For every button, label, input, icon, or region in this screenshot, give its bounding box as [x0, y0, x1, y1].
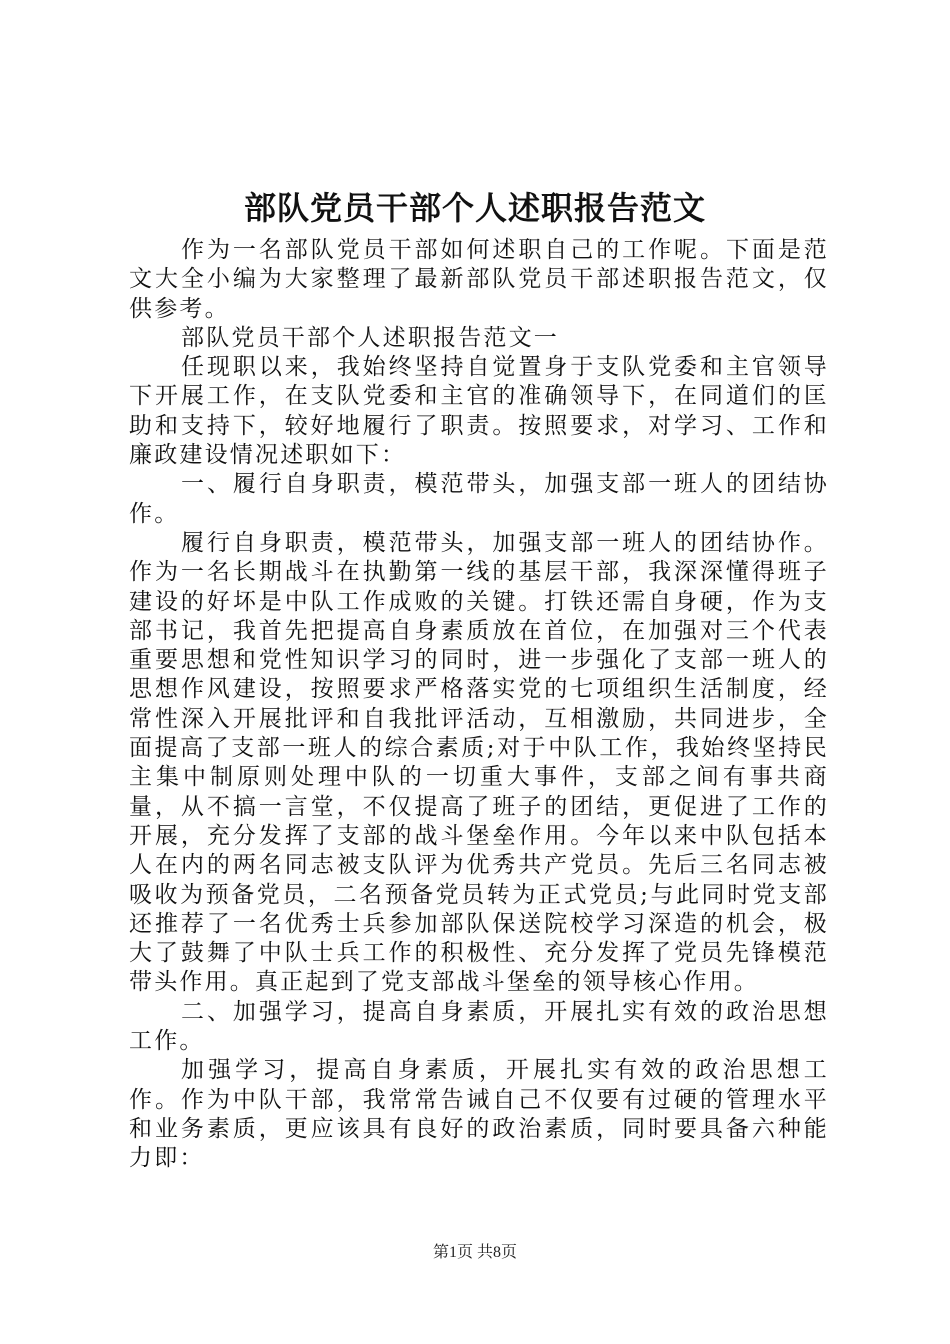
paragraph-one: 履行自身职责，模范带头，加强支部一班人的团结协作。作为一名长期战斗在执勤第一线的基层干部，我深深懂得班子建设的好坏是中队工作成败的关键。打铁还需自身硬，作为支部书记，我首先把提高自身素质放在首位，在加强对三个代表重要思想和党性知识学习的同时，进一步强化了支部一班人的思想作风建设，按照要求严格落实党的七项组织生活制度，经常性深入开展批评和自我批评活动，互相激励，共同进步，全面提高了支部一班人的综合素质;对于中队工作，我始终坚持民主集中制原则处理中队的一切重大事件，支部之间有事共商量，从不搞一言堂，不仅提高了班子的团结，更促进了工作的开展，充分发挥了支部的战斗堡垒作用。今年以来中队包括本人在内的两名同志被支队评为优秀共产党员。先后三名同志被吸收为预备党员，二名预备党员转为正式党员;与此同时党支部还推荐了一名优秀士兵参加部队保送院校学习深造的机会，极大了鼓舞了中队士兵工作的积极性、充分发挥了党员先锋模范带头作用。真正起到了党支部战斗堡垒的领导核心作用。	[129, 529, 829, 996]
document-body	[129, 236, 829, 1174]
subheading-one: 一、履行自身职责，模范带头，加强支部一班人的团结协作。	[129, 471, 829, 527]
subheading-two: 二、加强学习，提高自身素质，开展扎实有效的政治思想工作。	[129, 998, 829, 1055]
paragraph-opening: 任现职以来，我始终坚持自觉置身于支队党委和主官领导下开展工作，在支队党委和主官的准确领导下，在同道们的匡助和支持下，较好地履行了职责。按照要求，对学习、工作和廉政建设情况述职如下：	[129, 354, 829, 469]
document-title: 部队党员干部个人述职报告范文	[243, 189, 706, 227]
paragraph-two: 加强学习，提高自身素质，开展扎实有效的政治思想工作。作为中队干部，我常常告诫自己不仅要有过硬的管理水平和业务素质，更应该具有良好的政治素质，同时要具备六种能力即：	[129, 1057, 829, 1172]
page-footer: 第1页 共8页	[432, 1244, 517, 1261]
section-heading: 部队党员干部个人述职报告范文一	[181, 324, 559, 351]
paragraph-intro: 作为一名部队党员干部如何述职自己的工作呢。下面是范文大全小编为大家整理了最新部队党员干部述职报告范文，仅供参考。	[129, 237, 829, 322]
